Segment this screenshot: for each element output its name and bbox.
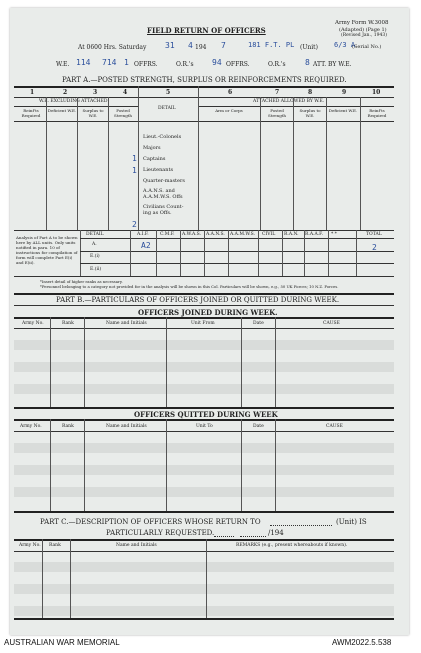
rank-lt-col: Lieut.-Colonels — [143, 134, 182, 140]
analysis-note: Analysis of Part A to be shown here by ALL units. Only units notified in para. 10 of instructions for compilation of form will complete Part E(i) and E(ii). — [16, 235, 78, 265]
analysis-awas: A.W.A.S. — [182, 232, 201, 237]
footer-accession: AWM2022.5.538 — [332, 638, 392, 647]
quitted-col-date: Date — [253, 424, 264, 429]
part-c-year: /194 — [268, 529, 284, 537]
part-b-title: PART B.—PARTICULARS OF OFFICERS JOINED OR QUITTED DURING WEEK. — [56, 296, 340, 304]
year-label: 194 — [195, 44, 207, 51]
head-detail: DETAIL — [158, 106, 176, 111]
head-surplus: Surplus to W.E. — [82, 108, 104, 118]
c-col-army-no: Army No. — [19, 543, 41, 548]
part-c-requested: PARTICULARLY REQUESTED. — [106, 529, 215, 537]
analysis-civil: CIVIL — [262, 232, 276, 237]
rank-civilians: Civilians Count- — [143, 204, 184, 210]
serial-label: (Serial No.) — [352, 44, 382, 50]
date-month: 7 — [221, 41, 226, 50]
rank-aans: A.A.N.S. and — [143, 188, 175, 194]
c-col-rank: Rank — [49, 543, 61, 548]
joined-col-date: Date — [253, 321, 264, 326]
att-value: 8 — [305, 58, 310, 67]
form-id: Army Form W.3008 — [335, 20, 389, 26]
analysis-aans: A.A.N.S. — [206, 232, 225, 237]
quitted-title: OFFICERS QUITTED DURING WEEK — [134, 410, 278, 419]
offrs-label: OFFRS. — [134, 61, 158, 68]
col-num-9: 9 — [342, 89, 347, 96]
part-c-title: PART C.—DESCRIPTION OF OFFICERS WHOSE RETURN TO — [40, 518, 261, 526]
col-num-6: 6 — [228, 89, 233, 96]
analysis-raaf: R.A.A.F. — [305, 232, 324, 237]
we-ors-value: 714 — [102, 58, 117, 67]
c-col-remarks: REMARKS (e.g., present whereabouts if known). — [236, 543, 348, 548]
quitted-col-rank: Rank — [62, 424, 74, 429]
group-we-excluding: W.E. EXCLUDING ATTACHED — [39, 99, 108, 104]
form-sub1: (Adapted) (Page 1) — [339, 27, 387, 33]
analysis-row-eii: E.(ii) — [90, 267, 102, 272]
posted-lt-col: 1 — [132, 154, 137, 163]
analysis-ran: R.A.N. — [284, 232, 299, 237]
ors-label-2: O.R.'s — [268, 61, 286, 68]
we-offrs-value: 114 — [76, 58, 91, 67]
analysis-aif: A.I.F. — [137, 232, 149, 237]
quitted-col-army-no: Army No. — [20, 424, 42, 429]
analysis-aif-value: A2 — [141, 241, 151, 250]
unit-label: (Unit) — [300, 44, 318, 51]
head-posted-att: Posted Strength — [268, 108, 286, 118]
analysis-cmf: C.M.F. — [160, 232, 175, 237]
analysis-aamws: A.A.M.W.S. — [230, 232, 256, 237]
c-col-name: Name and Initials — [116, 543, 157, 548]
col-num-7: 7 — [275, 89, 280, 96]
quitted-col-cause: CAUSE — [326, 424, 343, 429]
joined-col-cause: CAUSE — [323, 321, 340, 326]
part-c-unit-is: (Unit) IS — [336, 518, 367, 526]
part-a-title: PART A.—POSTED STRENGTH, SURPLUS OR REINFORCEMENTS REQUIRED. — [62, 76, 347, 84]
posted-total: 2 — [132, 220, 137, 229]
col-num-8: 8 — [308, 89, 313, 96]
att-label: ATT. BY W.E. — [313, 61, 352, 68]
head-reinf-att: Reinf'ts Required — [367, 108, 387, 118]
form-sub2: (Revised Jan., 1943) — [341, 33, 387, 38]
col-num-2: 2 — [63, 89, 68, 96]
date-year-suffix: 4 — [188, 41, 193, 50]
group-attached: ATTACHED ALLOWED BY W.E. — [253, 99, 325, 104]
analysis-row-ei: E.(i) — [90, 254, 100, 259]
head-surplus-att: Surplus to W.E. — [299, 108, 321, 118]
footer-institution: AUSTRALIAN WAR MEMORIAL — [4, 638, 120, 647]
date-day: 31 — [165, 41, 175, 50]
col-num-3: 3 — [93, 89, 98, 96]
rank-lieutenants: Lieutenants — [143, 167, 174, 173]
quitted-col-name: Name and Initials — [106, 424, 147, 429]
ors-value: 94 — [212, 58, 222, 67]
col-num-4: 4 — [123, 89, 128, 96]
footnote-2: *Personnel belonging to a category not provided for in the analysis will be shown in this Col. Particulars will be shown, e.g., 50 UK Forces; 10 N.Z. Forces. — [40, 284, 339, 289]
rank-captains: Captains — [143, 156, 166, 162]
we-label: W.E. — [56, 61, 70, 68]
ors-label: O.R.'s — [176, 61, 194, 68]
head-posted: Posted Strength — [114, 108, 132, 118]
analysis-other: * * — [331, 232, 337, 237]
analysis-total-value: 2 — [372, 243, 377, 252]
we-offrs-num: 1 — [124, 58, 129, 67]
analysis-detail: DETAIL — [86, 232, 104, 237]
rank-qm: Quarter-masters — [143, 178, 185, 184]
rank-majors: Majors — [143, 145, 161, 151]
head-reinf-req: Reinf'ts Required — [21, 108, 41, 118]
form-title: FIELD RETURN OF OFFICERS — [147, 26, 266, 35]
col-num-1: 1 — [30, 89, 35, 96]
joined-title: OFFICERS JOINED DURING WEEK. — [138, 308, 278, 317]
analysis-total: TOTAL — [366, 232, 382, 237]
unit-value: 181 F.T. PL — [248, 41, 295, 49]
offrs-label-2: OFFRS. — [226, 61, 250, 68]
joined-col-unit-from: Unit From — [191, 321, 215, 326]
at-hours-label: At 0600 Hrs. Saturday — [78, 44, 147, 51]
col-num-5: 5 — [166, 89, 171, 96]
joined-col-army-no: Army No. — [22, 321, 44, 326]
joined-col-rank: Rank — [62, 321, 74, 326]
footnote-1: *Insert detail of higher ranks as necessary. — [40, 279, 123, 284]
col-num-10: 10 — [372, 89, 381, 96]
head-arm-corps: Arm or Corps — [215, 108, 243, 113]
quitted-col-unit-to: Unit To — [196, 424, 213, 429]
rank-aamws: A.A.M.W.S. Offs — [143, 194, 183, 200]
analysis-row-a: A. — [92, 242, 97, 247]
head-deficient: Deficient W.E. — [47, 108, 77, 113]
posted-captains: 1 — [132, 166, 137, 175]
serial-value: 6/3 A — [334, 41, 356, 49]
rank-civilians-2: ing as Offs. — [143, 210, 172, 216]
joined-col-name: Name and Initials — [106, 321, 147, 326]
head-deficient-att: Deficient W.E. — [328, 108, 358, 113]
